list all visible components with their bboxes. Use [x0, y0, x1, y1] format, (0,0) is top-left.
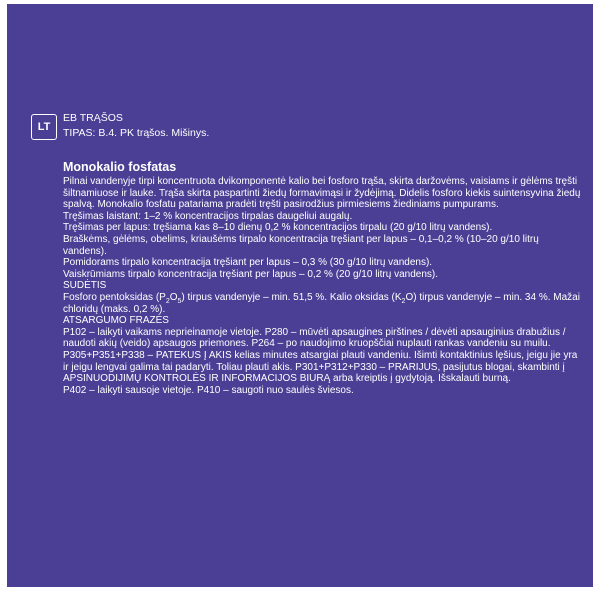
usage-foliar: Tręšimas per lapus: tręšiama kas 8–10 dienų 0,2 % koncentracijos tirpalu (20 g/10 litrų vandens).	[63, 222, 493, 234]
label-content	[63, 159, 583, 396]
product-title: Monokalio fosfatas	[63, 160, 177, 174]
usage-tomatoes: Pomidorams tirpalo koncentracija tręšiant per lapus – 0,3 % (30 g/10 litrų vandens).	[63, 257, 433, 269]
safety-title: ATSARGUMO FRAZĖS	[63, 315, 169, 327]
language-badge: LT	[31, 114, 57, 140]
usage-strawberries: Braškėms, gėlėms, obelims, kriaušėms tirpalo koncentracija tręšiant per lapus – 0,1–0,2 % (10–20 g/10 litrų vandens).	[63, 233, 539, 257]
type-label: TIPAS:	[63, 127, 96, 139]
composition-text: Fosforo pentoksidas $(P_2O_5)$ tirpus vandenyje – min. 51,5 %. Kalio oksidas $(K_2O)$ tirpus vandenyje – min. 34 %. Mažai chloridų (maks. 0,2 %).	[63, 291, 580, 315]
storage-phrases: P402 – laikyti sausoje vietoje. P410 – saugoti nuo saulės šviesos.	[63, 384, 354, 396]
composition-title: SUDĖTIS	[63, 280, 107, 292]
usage-shrubs: Vaiskrūmiams tirpalo koncentracija tręšiant per lapus – 0,2 % (20 g/10 litrų vandens).	[63, 268, 438, 280]
product-label-panel	[7, 4, 593, 587]
fertilizer-category: EB TRĄŠOS	[63, 112, 123, 124]
type-value: B.4. PK trąšos. Mišinys.	[98, 127, 210, 139]
safety-phrases: P102 – laikyti vaikams neprieinamoje vietoje. P280 – mūvėti apsaugines pirštines / dėvėti apsauginius drabužius / naudoti akių (veido) apsaugos priemones. P264 – po naudojimo kruopščiai nuplauti rankas vandeniu su muilu. P305+P351+P338 – PATEKUS Į AKIS kelias minutes atsargiai plauti vandeniu. Išimti kontaktinius lęšius, jeigu jie yra ir jeigu lengvai galima tai padaryti. Toliau plauti akis. P301+P312+P330 – PRARIJUS, pasijutus blogai, skambinti į APSINUODIJIMŲ KONTROLĖS IR INFORMACIJOS BIURĄ arba kreiptis į gydytoją. Išskalauti burną.	[63, 326, 578, 385]
usage-soil: Tręšimas laistant: 1–2 % koncentracijos tirpalas daugeliui augalų.	[63, 210, 353, 222]
product-description: Pilnai vandenyje tirpi koncentruota dvikomponentė kalio bei fosforo trąša, skirta daržovėms, vaisiams ir gėlėms tręšti šiltnamiuose ir lauke. Trąša skirta paspartinti žiedų formavimąsi ir žydėjimą. Didelis fosforo kiekis suintensyvina žiedų spalvą. Monokalio fosfatu patariama pradėti tręšti pasirodžius pirmiesiems žiediniams pumpurams.	[63, 176, 581, 211]
fertilizer-type	[63, 126, 209, 141]
label-header	[63, 111, 209, 141]
